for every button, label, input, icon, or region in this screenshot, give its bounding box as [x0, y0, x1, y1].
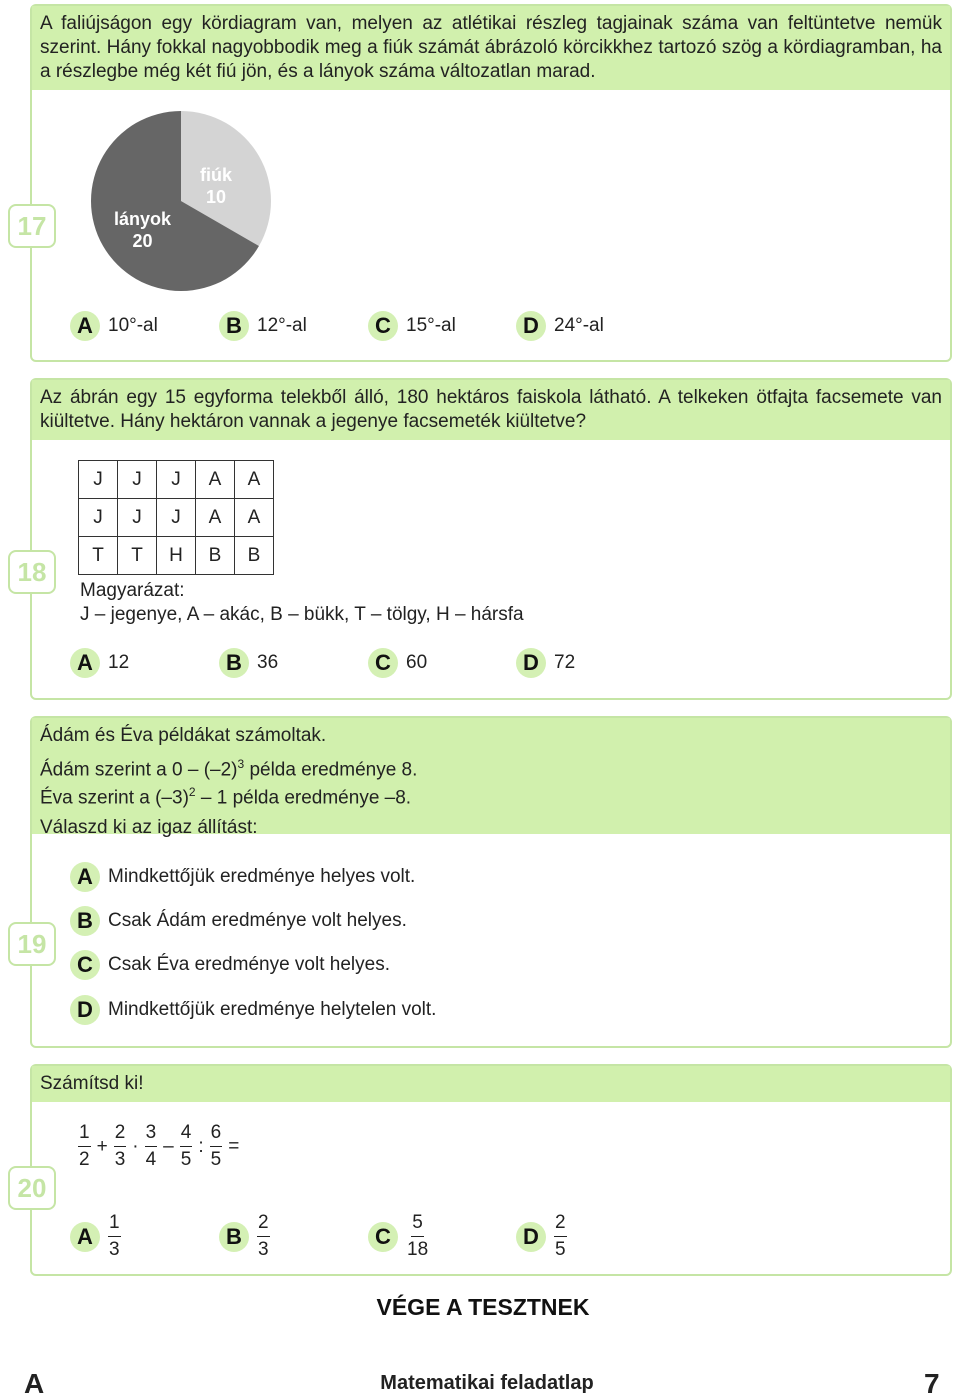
option-letter: C [368, 311, 398, 341]
option-19-d[interactable] [70, 995, 436, 1025]
plot-cell: T [79, 537, 118, 575]
fraction: $\frac{2}{3}$ [114, 1122, 126, 1170]
option-17-c[interactable] [368, 311, 456, 341]
option-letter: B [219, 311, 249, 341]
end-of-test: VÉGE A TESZTNEK [376, 1294, 590, 1320]
fraction: $\frac{6}{5}$ [210, 1122, 222, 1170]
plot-cell: J [118, 461, 157, 499]
footer-variant: A [24, 1368, 45, 1399]
plot-cell: A [235, 461, 274, 499]
option-letter: D [516, 648, 546, 678]
option-20-c[interactable] [368, 1210, 429, 1263]
option-letter: D [516, 311, 546, 341]
option-text: 60 [406, 652, 428, 673]
option-text: 36 [257, 652, 279, 673]
footer-title: Matematikai feladatlap [380, 1372, 594, 1394]
pie-label-fiuk: fiúk 10 [200, 165, 233, 207]
plot-cell: J [157, 499, 196, 537]
legend-text: J – jegenye, A – akác, B – bükk, T – tölgy, H – hársfa [80, 604, 524, 625]
option-18-a[interactable] [70, 648, 129, 678]
fraction: $\frac{1}{2}$ [79, 1122, 90, 1170]
plot-cell: J [79, 499, 118, 537]
task-17-question: A faliújságon egy kördiagram van, melyen az atlétikai részleg tagjainak száma van feltüntetve nemük szerint. Hány fokkal nagyobbodik meg a fiúk számát ábrázoló körcikkhez tartozó szög a kördiagramban, ha a részlegbe még két fiú jön, és a lányok száma változatlan marad. [32, 6, 950, 90]
operator: = [228, 1135, 240, 1157]
orchard-grid [78, 460, 274, 575]
task-20 [17, 1064, 952, 1276]
plot-cell: A [196, 499, 235, 537]
option-letter: B [219, 1222, 249, 1252]
plot-cell: B [196, 537, 235, 575]
option-18-c[interactable] [368, 648, 427, 678]
option-letter: C [368, 1222, 398, 1252]
option-17-b[interactable] [219, 311, 307, 341]
option-20-a[interactable] [70, 1210, 121, 1263]
option-text: Csak Éva eredménye volt helyes. [108, 954, 390, 975]
fraction: $\frac{1}{3}$ [109, 1212, 120, 1260]
plot-cell: A [196, 461, 235, 499]
operator: · [132, 1135, 139, 1157]
option-text: Csak Ádám eredménye volt helyes. [108, 910, 407, 931]
option-letter: A [70, 648, 100, 678]
option-19-b[interactable] [70, 906, 407, 936]
plot-cell: J [79, 461, 118, 499]
option-19-a[interactable] [70, 862, 415, 892]
plot-cell: B [235, 537, 274, 575]
option-text: 24°-al [554, 315, 604, 336]
option-text: Mindkettőjük eredménye helyes volt. [108, 866, 416, 887]
operator: – [163, 1135, 174, 1157]
page-number: 7 [924, 1368, 940, 1399]
task-20-question: Számítsd ki! [32, 1066, 950, 1102]
option-text: Mindkettőjük eredménye helytelen volt. [108, 999, 437, 1020]
option-18-b[interactable] [219, 648, 278, 678]
option-letter: D [70, 995, 100, 1025]
task-19-line1: Ádám és Éva példákat számoltak. [40, 725, 327, 746]
option-letter: B [219, 648, 249, 678]
option-17-a[interactable] [70, 311, 158, 341]
fraction: $\frac{3}{4}$ [145, 1122, 157, 1170]
plot-cell: A [235, 499, 274, 537]
option-17-d[interactable] [516, 311, 604, 341]
task-19-question [32, 718, 950, 838]
expression [78, 1120, 239, 1173]
fraction: $\frac{2}{5}$ [555, 1212, 566, 1260]
task-17 [17, 4, 952, 362]
option-text: 12°-al [257, 315, 307, 336]
option-letter: C [70, 950, 100, 980]
option-text: 15°-al [406, 315, 456, 336]
option-text: 12 [108, 652, 130, 673]
task-19-adam: Ádám szerint a $0 - (-2)^3$ példa eredménye 8. [40, 757, 418, 781]
task-18 [17, 378, 952, 700]
fraction: $\frac{2}{3}$ [258, 1212, 269, 1260]
fraction: $\frac{5}{18}$ [407, 1212, 429, 1260]
option-letter: D [516, 1222, 546, 1252]
plot-cell: J [157, 461, 196, 499]
pie-label-lanyok: lányok 20 [114, 209, 172, 251]
legend-title: Magyarázat: [80, 580, 185, 601]
task-18-question: Az ábrán egy 15 egyforma telekből álló, 180 hektáros faiskola látható. A telkeken ötfajta facsemete van kiültetve. Hány hektáron vannak a jegenye facsemeték kiültetve? [32, 380, 950, 440]
task-number-17: 17 [8, 204, 56, 248]
option-20-d[interactable] [516, 1210, 567, 1263]
task-number-18: 18 [8, 550, 56, 594]
pie-chart [86, 106, 276, 296]
option-20-b[interactable] [219, 1210, 270, 1263]
plot-cell: T [118, 537, 157, 575]
option-18-d[interactable] [516, 648, 575, 678]
task-19-line4: Válaszd ki az igaz állítást: [40, 816, 258, 838]
option-text: 10°-al [108, 315, 158, 336]
task-number-19: 19 [8, 922, 56, 966]
option-letter: C [368, 648, 398, 678]
task-19-eva: Éva szerint a $(-3)^2 - 1$ példa eredménye –8. [40, 785, 412, 809]
option-text: 72 [554, 652, 576, 673]
plot-cell: J [118, 499, 157, 537]
plot-cell: H [157, 537, 196, 575]
task-19 [17, 716, 952, 1048]
option-letter: A [70, 311, 100, 341]
fraction: $\frac{4}{5}$ [180, 1122, 192, 1170]
option-letter: B [70, 906, 100, 936]
option-19-c[interactable] [70, 950, 390, 980]
operator: : [198, 1135, 204, 1157]
option-letter: A [70, 862, 100, 892]
operator: + [96, 1135, 108, 1157]
option-letter: A [70, 1222, 100, 1252]
task-number-20: 20 [8, 1166, 56, 1210]
